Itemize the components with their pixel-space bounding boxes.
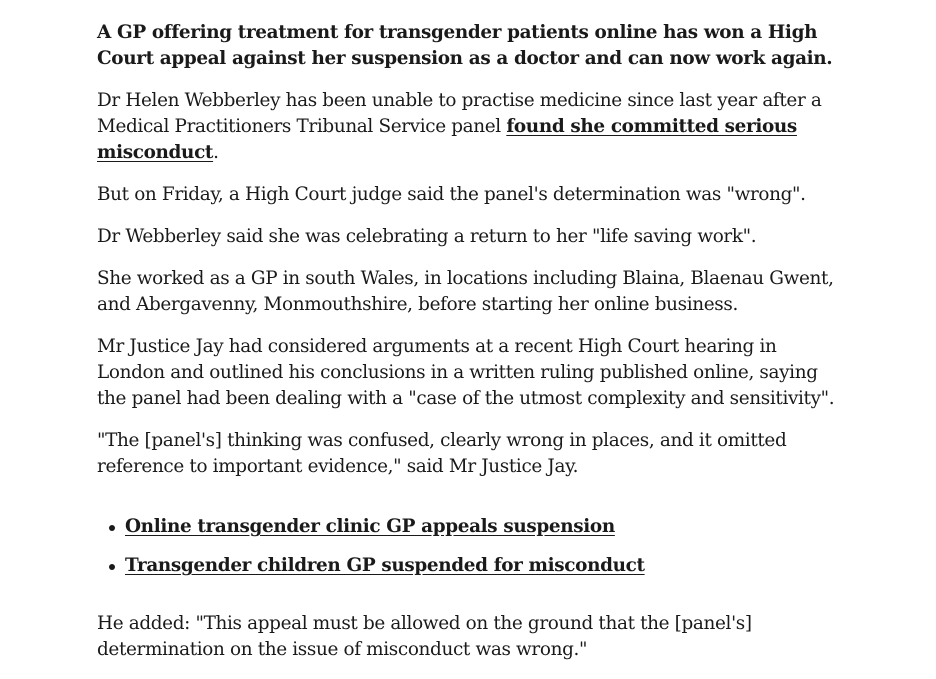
- related-link-item: [107, 553, 837, 579]
- paragraph-text: .: [213, 142, 219, 163]
- article-lead: A GP offering treatment for transgender patients online has won a High Court appeal against her suspension as a doctor and can now work again.: [97, 22, 833, 69]
- paragraph-tribunal: [97, 88, 837, 166]
- paragraph-quote: "The [panel's] thinking was confused, clearly wrong in places, and it omitted reference to important evidence," said Mr Justice Jay.: [97, 430, 787, 477]
- paragraph-locations: She worked as a GP in south Wales, in locations including Blaina, Blaenau Gwent, and Abergavenny, Monmouthshire, before starting her online business.: [97, 268, 834, 315]
- paragraph-text: Dr Helen Webberley has been unable to practise medicine since last year after a Medical Practitioners Tribunal Service panel: [97, 90, 822, 137]
- misconduct-finding-link[interactable]: found she committed serious misconduct: [97, 116, 797, 163]
- article-body: [97, 20, 837, 679]
- related-link-suspended-misconduct[interactable]: Transgender children GP suspended for misconduct: [125, 555, 645, 576]
- related-link-appeals-suspension[interactable]: Online transgender clinic GP appeals suspension: [125, 516, 615, 537]
- paragraph-judge-wrong: But on Friday, a High Court judge said the panel's determination was "wrong".: [97, 184, 806, 205]
- related-link-item: [107, 514, 837, 540]
- bullet-icon: [109, 525, 115, 531]
- related-links-list: [97, 514, 837, 579]
- paragraph-appeal-allowed: He added: "This appeal must be allowed on the ground that the [panel's] determination on the issue of misconduct was wrong.": [97, 613, 752, 660]
- paragraph-celebrating: Dr Webberley said she was celebrating a return to her "life saving work".: [97, 226, 757, 247]
- paragraph-ruling: Mr Justice Jay had considered arguments at a recent High Court hearing in London and outlined his conclusions in a written ruling published online, saying the panel had been dealing with a "case of the utmost complexity and sensitivity".: [97, 336, 835, 409]
- bullet-icon: [109, 564, 115, 570]
